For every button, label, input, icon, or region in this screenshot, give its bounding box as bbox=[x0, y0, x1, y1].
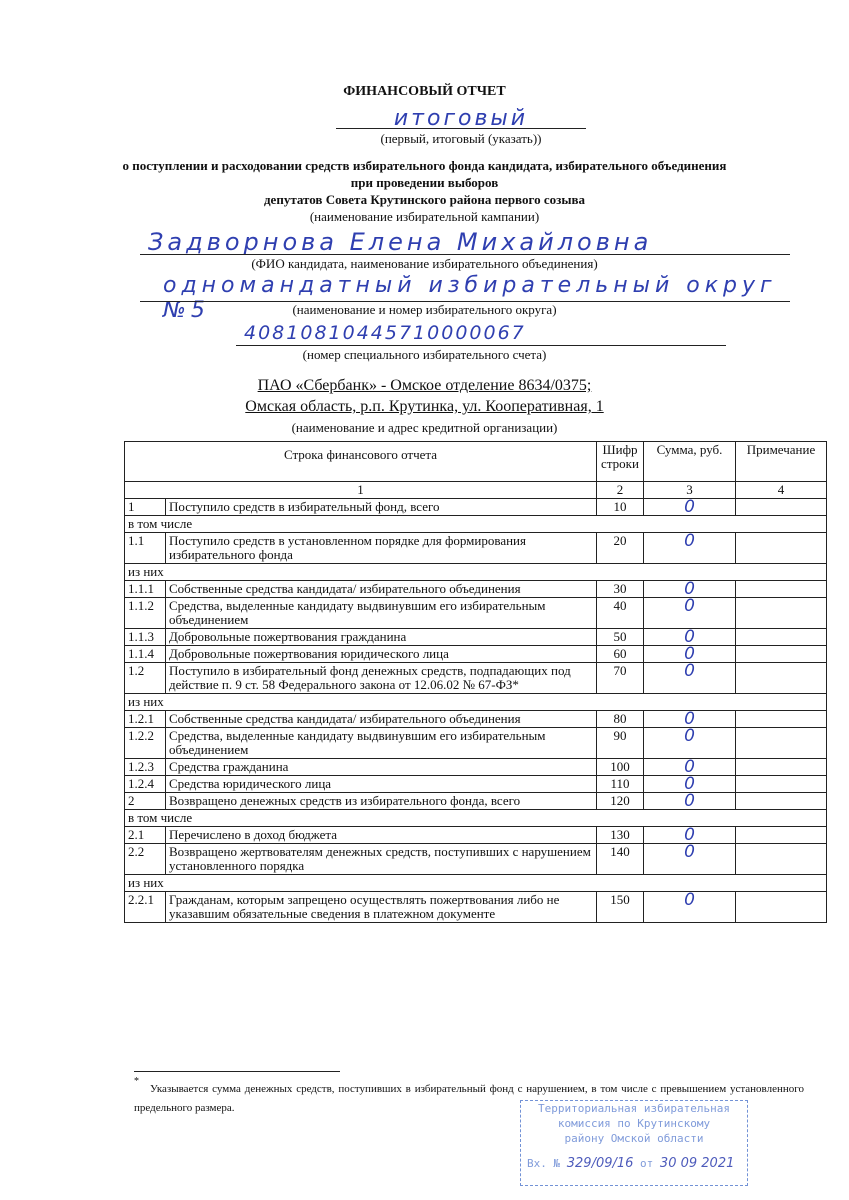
table-row bbox=[125, 759, 827, 776]
bank-line2: Омская область, р.п. Крутинка, ул. Кооперативная, 1 bbox=[245, 398, 604, 415]
row-number: 1.2.1 bbox=[125, 711, 166, 728]
header-line: Строка финансового отчета bbox=[125, 442, 597, 482]
row-number: 1.1.1 bbox=[125, 581, 166, 598]
row-sum: 0 bbox=[644, 533, 736, 564]
district-caption: (наименование и номер избирательного округа) bbox=[292, 302, 557, 317]
row-note bbox=[736, 827, 827, 844]
candidate-caption: (ФИО кандидата, наименование избирательного объединения) bbox=[251, 256, 598, 271]
row-code: 120 bbox=[597, 793, 644, 810]
row-sum: 0 bbox=[644, 499, 736, 516]
colnum-1: 1 bbox=[125, 482, 597, 499]
row-text: Добровольные пожертвования юридического лица bbox=[166, 646, 597, 663]
row-number: 1.1.4 bbox=[125, 646, 166, 663]
row-note bbox=[736, 581, 827, 598]
row-code: 140 bbox=[597, 844, 644, 875]
candidate-value: Задворнова Елена Михайловна bbox=[148, 228, 653, 256]
row-code: 30 bbox=[597, 581, 644, 598]
table-row bbox=[125, 827, 827, 844]
row-number: 1.2.4 bbox=[125, 776, 166, 793]
subject-caption: (наименование избирательной кампании) bbox=[309, 209, 540, 224]
bank-caption: (наименование и адрес кредитной организации) bbox=[291, 420, 558, 435]
row-note bbox=[736, 598, 827, 629]
row-text: Средства гражданина bbox=[166, 759, 597, 776]
row-note bbox=[736, 663, 827, 694]
section-label: из них bbox=[125, 564, 827, 581]
account-caption: (номер специального избирательного счета) bbox=[302, 347, 547, 362]
table-row bbox=[125, 663, 827, 694]
row-sum: 0 bbox=[644, 844, 736, 875]
row-note bbox=[736, 646, 827, 663]
table-section-row bbox=[125, 516, 827, 533]
row-note bbox=[736, 793, 827, 810]
subject-line1: о поступлении и расходовании средств избирательного фонда кандидата, избирательного объединения bbox=[122, 158, 727, 173]
table-row bbox=[125, 776, 827, 793]
row-sum: 0 bbox=[644, 793, 736, 810]
row-note bbox=[736, 892, 827, 923]
row-sum: 0 bbox=[644, 892, 736, 923]
section-label: из них bbox=[125, 875, 827, 892]
row-code: 110 bbox=[597, 776, 644, 793]
row-note bbox=[736, 629, 827, 646]
row-sum: 0 bbox=[644, 759, 736, 776]
table-row bbox=[125, 728, 827, 759]
row-code: 40 bbox=[597, 598, 644, 629]
report-type-value: итоговый bbox=[393, 106, 529, 131]
row-code: 10 bbox=[597, 499, 644, 516]
row-note bbox=[736, 759, 827, 776]
stamp-entry bbox=[521, 1156, 747, 1171]
row-text: Поступило средств в избирательный фонд, всего bbox=[166, 499, 597, 516]
row-number: 2.2.1 bbox=[125, 892, 166, 923]
row-code: 90 bbox=[597, 728, 644, 759]
row-sum: 0 bbox=[644, 646, 736, 663]
stamp-number: 329/09/16 bbox=[566, 1156, 634, 1171]
row-number: 1.1 bbox=[125, 533, 166, 564]
section-label: из них bbox=[125, 694, 827, 711]
stamp-prefix: Вх. № bbox=[527, 1157, 561, 1170]
row-number: 1.1.2 bbox=[125, 598, 166, 629]
header-sum: Сумма, руб. bbox=[644, 442, 736, 482]
footnote-rule bbox=[134, 1071, 340, 1072]
row-sum: 0 bbox=[644, 827, 736, 844]
row-code: 80 bbox=[597, 711, 644, 728]
row-code: 150 bbox=[597, 892, 644, 923]
row-text: Собственные средства кандидата/ избирательного объединения bbox=[166, 711, 597, 728]
table-section-row bbox=[125, 875, 827, 892]
row-number: 1.2.3 bbox=[125, 759, 166, 776]
row-code: 130 bbox=[597, 827, 644, 844]
footnote-mark: * bbox=[134, 1076, 139, 1087]
table-row bbox=[125, 629, 827, 646]
row-code: 60 bbox=[597, 646, 644, 663]
row-text: Средства юридического лица bbox=[166, 776, 597, 793]
row-text: Средства, выделенные кандидату выдвинувшим его избирательным объединением bbox=[166, 728, 597, 759]
report-type-underline bbox=[336, 128, 586, 129]
row-sum: 0 bbox=[644, 728, 736, 759]
header-code: Шифр строки bbox=[597, 442, 644, 482]
table-row bbox=[125, 581, 827, 598]
colnum-3: 3 bbox=[644, 482, 736, 499]
district-value: одномандатный избирательный округ №5 bbox=[163, 273, 777, 323]
table-section-row bbox=[125, 564, 827, 581]
row-text: Поступило средств в установленном порядке для формирования избирательного фонда bbox=[166, 533, 597, 564]
registration-stamp bbox=[520, 1100, 748, 1186]
row-code: 20 bbox=[597, 533, 644, 564]
table-section-row bbox=[125, 694, 827, 711]
table-row bbox=[125, 533, 827, 564]
row-sum: 0 bbox=[644, 581, 736, 598]
row-number: 1.2.2 bbox=[125, 728, 166, 759]
header-note: Примечание bbox=[736, 442, 827, 482]
row-note bbox=[736, 728, 827, 759]
row-code: 70 bbox=[597, 663, 644, 694]
row-note bbox=[736, 844, 827, 875]
row-note bbox=[736, 499, 827, 516]
financial-report-table bbox=[124, 441, 827, 923]
row-sum: 0 bbox=[644, 598, 736, 629]
candidate-underline bbox=[140, 254, 790, 255]
row-text: Гражданам, которым запрещено осуществлять пожертвования либо не указавшим обязательные сведения в платежном документе bbox=[166, 892, 597, 923]
row-text: Возвращено жертвователям денежных средств, поступивших с нарушением установленного порядка bbox=[166, 844, 597, 875]
table-row bbox=[125, 793, 827, 810]
row-number: 1.1.3 bbox=[125, 629, 166, 646]
row-text: Средства, выделенные кандидату выдвинувшим его избирательным объединением bbox=[166, 598, 597, 629]
row-sum: 0 bbox=[644, 629, 736, 646]
row-number: 1.2 bbox=[125, 663, 166, 694]
table-section-row bbox=[125, 810, 827, 827]
row-text: Перечислено в доход бюджета bbox=[166, 827, 597, 844]
table-row bbox=[125, 892, 827, 923]
table-row bbox=[125, 598, 827, 629]
row-sum: 0 bbox=[644, 776, 736, 793]
stamp-line1: Территориальная избирательная bbox=[537, 1102, 731, 1115]
account-value: 40810810445710000067 bbox=[244, 322, 526, 344]
stamp-line3: району Омской области bbox=[564, 1132, 704, 1145]
table-row bbox=[125, 646, 827, 663]
table-row bbox=[125, 499, 827, 516]
table-header-row bbox=[125, 442, 827, 482]
table-row bbox=[125, 711, 827, 728]
row-number: 2.1 bbox=[125, 827, 166, 844]
stamp-date: 30 09 2021 bbox=[659, 1156, 735, 1171]
subject-line3: депутатов Совета Крутинского района первого созыва bbox=[263, 192, 585, 207]
row-note bbox=[736, 776, 827, 793]
colnum-2: 2 bbox=[597, 482, 644, 499]
row-number: 1 bbox=[125, 499, 166, 516]
account-underline bbox=[236, 345, 726, 346]
row-text: Добровольные пожертвования гражданина bbox=[166, 629, 597, 646]
section-label: в том числе bbox=[125, 810, 827, 827]
report-type-caption: (первый, итоговый (указать)) bbox=[380, 131, 542, 146]
row-sum: 0 bbox=[644, 663, 736, 694]
stamp-from: от bbox=[640, 1157, 654, 1170]
stamp-line2: комиссия по Крутинскому bbox=[557, 1117, 711, 1130]
row-code: 100 bbox=[597, 759, 644, 776]
row-text: Возвращено денежных средств из избирательного фонда, всего bbox=[166, 793, 597, 810]
colnum-4: 4 bbox=[736, 482, 827, 499]
row-number: 2 bbox=[125, 793, 166, 810]
report-title: ФИНАНСОВЫЙ ОТЧЕТ bbox=[343, 84, 506, 99]
bank-line1: ПАО «Сбербанк» - Омское отделение 8634/0375; bbox=[257, 377, 592, 394]
row-text: Поступило в избирательный фонд денежных средств, подпадающих под действие п. 9 ст. 58 Федерального закона от 12.06.02 № 67-ФЗ* bbox=[166, 663, 597, 694]
section-label: в том числе bbox=[125, 516, 827, 533]
table-colnum-row bbox=[125, 482, 827, 499]
footnote-text: Указывается сумма денежных средств, поступивших в избирательный фонд с нарушением, в том числе с превышением установленного предельного размера. bbox=[134, 1083, 804, 1114]
table-row bbox=[125, 844, 827, 875]
row-sum: 0 bbox=[644, 711, 736, 728]
row-text: Собственные средства кандидата/ избирательного объединения bbox=[166, 581, 597, 598]
row-number: 2.2 bbox=[125, 844, 166, 875]
row-code: 50 bbox=[597, 629, 644, 646]
row-note bbox=[736, 533, 827, 564]
row-note bbox=[736, 711, 827, 728]
subject-line2: при проведении выборов bbox=[350, 175, 499, 190]
